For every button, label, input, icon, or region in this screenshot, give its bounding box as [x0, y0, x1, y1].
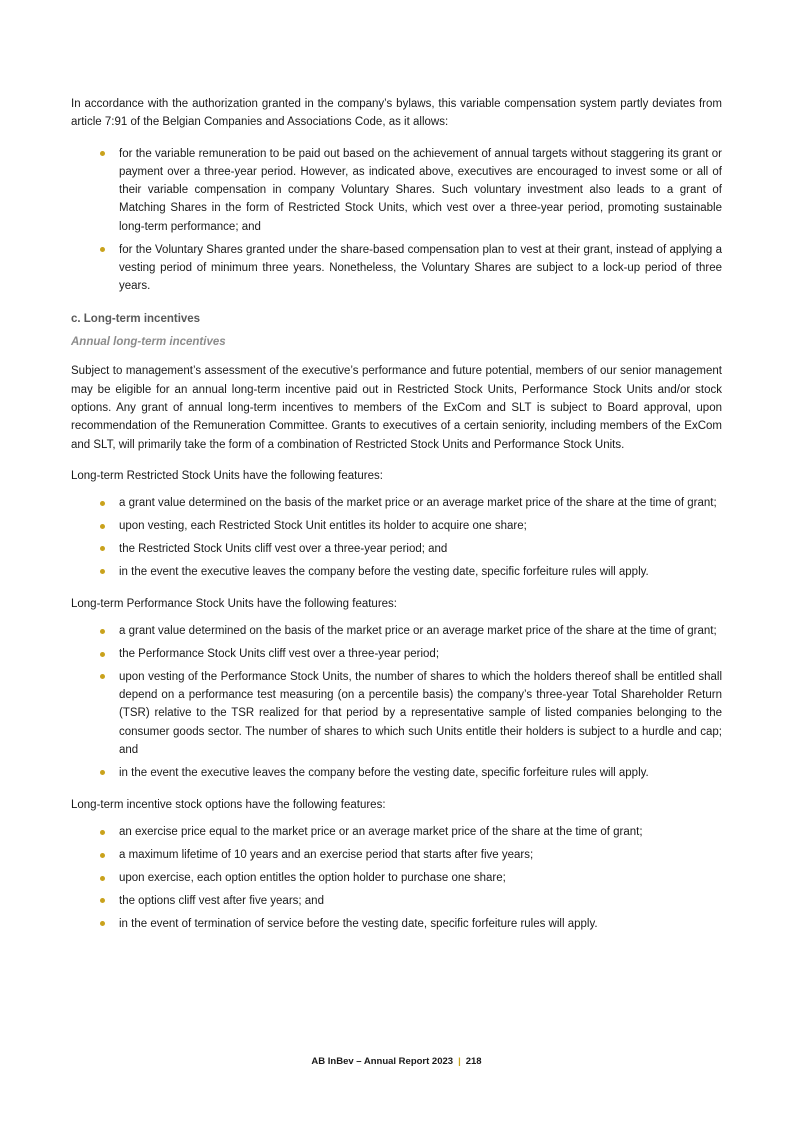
lti-overview-paragraph: Subject to management’s assessment of the executive’s performance and future potential, members of our senior management may be eligible for an annual long-term incentive paid out in Restricted Stock Units, Performance Stock Units and/or stock options. Any grant of annual long-term incentives to members of the ExCom and SLT is subject to Board approval, upon recommendation of the Remuneration Committee. Grants to executives of a certain seniority, including members of the ExCom and SLT, will primarily take the form of a combination of Restricted Stock Units and Performance Stock Units. — [71, 365, 722, 451]
list-item — [71, 145, 722, 236]
bullet-icon — [100, 546, 105, 551]
list-item — [71, 622, 722, 640]
bullet-icon — [100, 524, 105, 529]
bullet-icon — [100, 501, 105, 506]
bullet-icon — [100, 629, 105, 634]
bullet-icon — [100, 247, 105, 252]
section-heading-long-term-incentives: c. Long-term incentives — [71, 313, 201, 326]
list-item-text: an exercise price equal to the market price or an average market price of the share at the time of grant; — [119, 826, 643, 839]
footer-separator: | — [458, 1056, 461, 1067]
list-item-text: upon vesting, each Restricted Stock Unit entitles its holder to acquire one share; — [119, 520, 527, 533]
list-item — [71, 915, 722, 933]
list-item-text: upon vesting of the Performance Stock Units, the number of shares to which the holders thereof shall be entitled shall depend on a performance test measuring (on a percentile basis) the company’s three-year Total Shareholder Return (TSR) relative to the TSR realized for that period by a representative sample of listed companies belonging to the consumer goods sector. The number of shares to which such Units entitle their holders is subject to a hurdle and cap; and — [119, 670, 722, 757]
bullet-icon — [100, 674, 105, 679]
list-item-text: for the Voluntary Shares granted under the share-based compensation plan to vest at their grant, instead of applying a vesting period of minimum three years. Nonetheless, the Voluntary Shares are subject to a lock-up period of three years. — [119, 243, 722, 293]
bullet-icon — [100, 652, 105, 657]
list-item — [71, 540, 722, 558]
list-item — [71, 645, 722, 663]
bullet-icon — [100, 921, 105, 926]
list-item — [71, 241, 722, 296]
rsu-bullet-list — [71, 494, 722, 581]
list-item-text: a maximum lifetime of 10 years and an exercise period that starts after five years; — [119, 849, 534, 862]
list-item — [71, 517, 722, 535]
list-item — [71, 846, 722, 864]
bullet-icon — [100, 770, 105, 775]
subheading-annual-long-term-incentives: Annual long-term incentives — [71, 336, 226, 349]
list-item — [71, 869, 722, 887]
page-footer — [0, 1056, 793, 1067]
bullet-icon — [100, 569, 105, 574]
list-item-text: for the variable remuneration to be paid out based on the achievement of annual targets without staggering its grant or payment over a three-year period. However, as indicated above, executives are encouraged to invest some or all of their variable compensation in company Voluntary Shares. Such voluntary investment also leads to a grant of Matching Shares in the form of Restricted Stock Units, which vest over a three-year period, promoting sustainable long-term performance; and — [119, 147, 722, 233]
bullet-icon — [100, 876, 105, 881]
list-item — [71, 563, 722, 581]
options-bullet-list — [71, 823, 722, 932]
list-item — [71, 823, 722, 841]
list-item-text: the options cliff vest after five years; and — [119, 894, 324, 907]
footer-page-number: 218 — [465, 1056, 482, 1067]
list-item-text: a grant value determined on the basis of the market price or an average market price of the share at the time of grant; — [119, 497, 717, 510]
bullet-icon — [100, 151, 105, 156]
list-item-text: the Restricted Stock Units cliff vest over a three-year period; and — [119, 542, 448, 555]
options-lead-paragraph: Long-term incentive stock options have the following features: — [71, 799, 386, 812]
bullet-icon — [100, 830, 105, 835]
list-item-text: upon exercise, each option entitles the option holder to purchase one share; — [119, 872, 506, 884]
deviation-bullet-list — [71, 145, 722, 296]
bullet-icon — [100, 898, 105, 903]
psu-bullet-list — [71, 622, 722, 782]
list-item-text: the Performance Stock Units cliff vest over a three-year period; — [119, 648, 440, 661]
list-item — [71, 494, 722, 512]
psu-lead-paragraph: Long-term Performance Stock Units have the following features: — [71, 597, 397, 610]
footer-report-title: AB InBev – Annual Report 2023 — [311, 1056, 454, 1067]
bullet-icon — [100, 853, 105, 858]
list-item-text: in the event of termination of service before the vesting date, specific forfeiture rules will apply. — [119, 917, 598, 930]
list-item-text: in the event the executive leaves the company before the vesting date, specific forfeiture rules will apply. — [119, 766, 649, 779]
rsu-lead-paragraph: Long-term Restricted Stock Units have the following features: — [71, 469, 383, 482]
list-item — [71, 764, 722, 782]
list-item — [71, 668, 722, 759]
list-item-text: a grant value determined on the basis of the market price or an average market price of the share at the time of grant; — [119, 625, 717, 638]
list-item — [71, 892, 722, 910]
intro-paragraph: In accordance with the authorization granted in the company’s bylaws, this variable compensation system partly deviates from article 7:91 of the Belgian Companies and Associations Code, as it allows: — [71, 98, 722, 129]
list-item-text: in the event the executive leaves the company before the vesting date, specific forfeiture rules will apply. — [119, 565, 649, 578]
